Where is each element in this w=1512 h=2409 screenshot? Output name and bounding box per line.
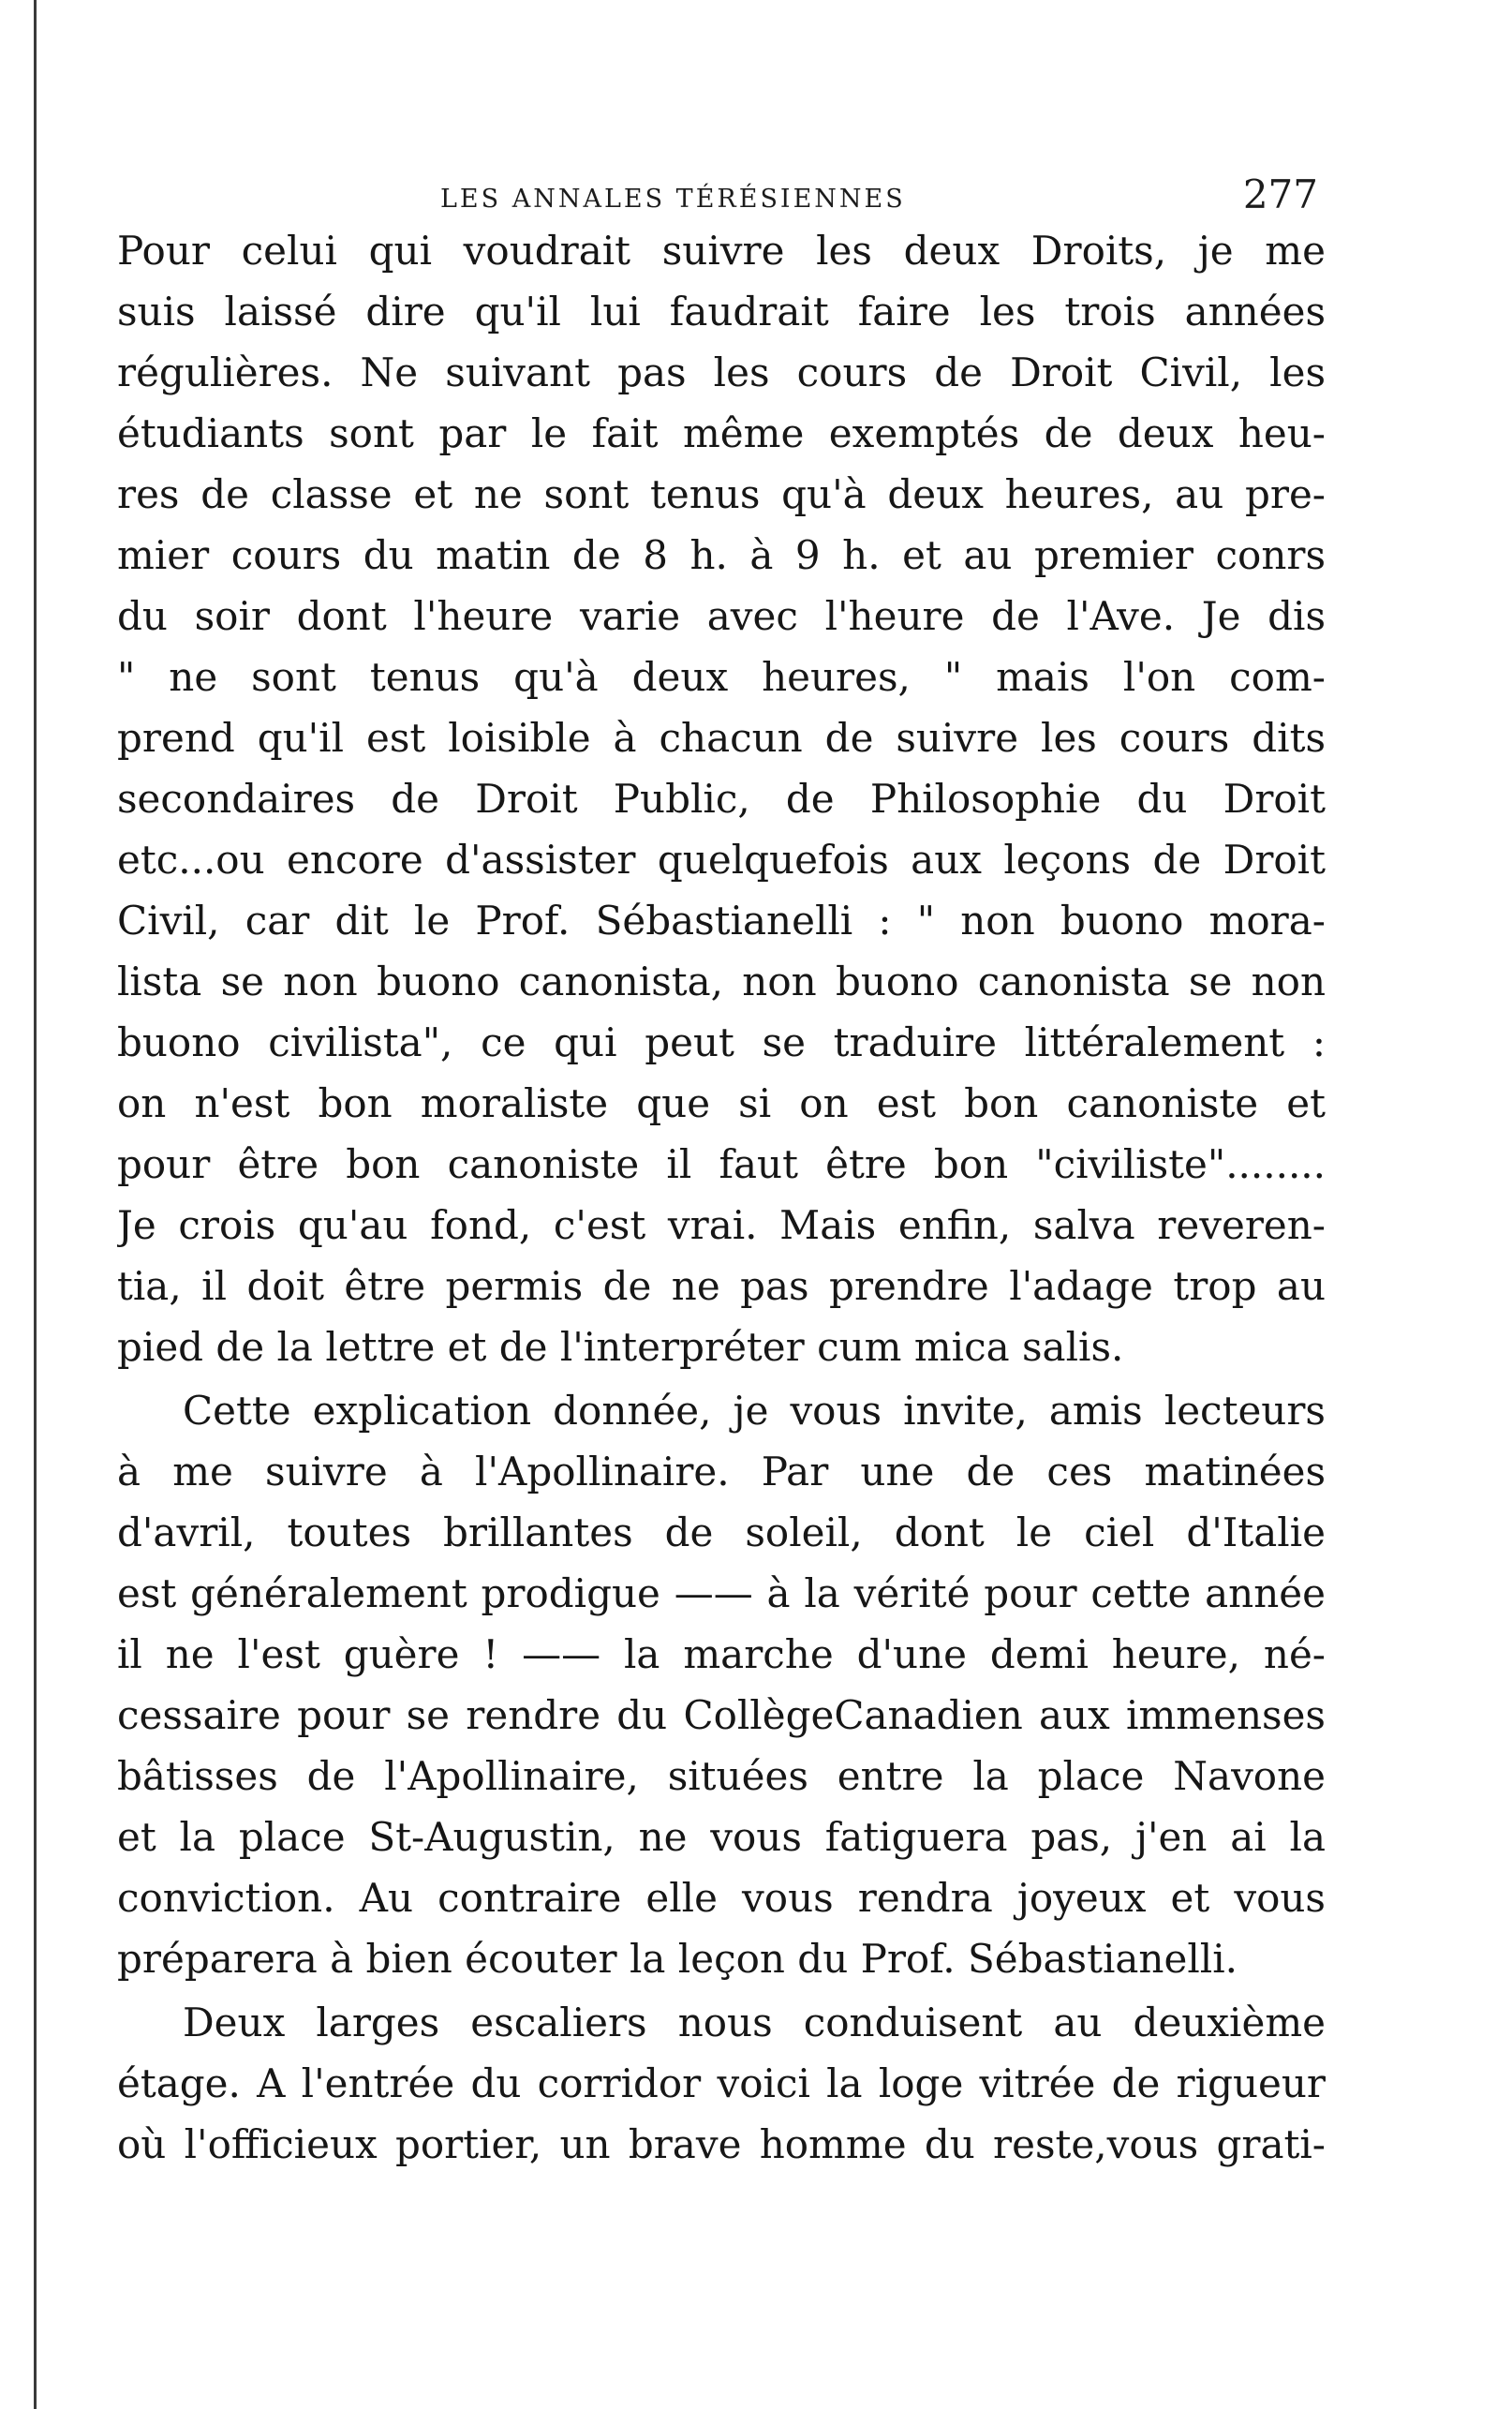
text-line: étudiants sont par le fait même exemptés de deux heu- (117, 410, 1326, 456)
text-line: Civil, car dit le Prof. Sébastianelli : " non buono mora- (117, 898, 1326, 944)
text-line: prend qu'il est loisible à chacun de suivre les cours dits (117, 715, 1326, 761)
text-line: suis laissé dire qu'il lui faudrait faire les trois années (117, 289, 1326, 335)
text-line: mier cours du matin de 8 h. à 9 h. et au premier conrs (117, 532, 1326, 578)
paragraph (117, 1992, 1326, 2175)
text-line: à me suivre à l'Apollinaire. Par une de ces matinées (117, 1449, 1326, 1494)
text-line: étage. A l'entrée du corridor voici la loge vitrée de rigueur (117, 2060, 1326, 2106)
text-line: Deux larges escaliers nous conduisent au deuxième (183, 2000, 1326, 2045)
text-line: Cette explication donnée, je vous invite, amis lecteurs (183, 1388, 1326, 1434)
page-margin-rule (34, 0, 37, 2409)
text-line: bâtisses de l'Apollinaire, situées entre la place Navone (117, 1753, 1326, 1799)
text-line: res de classe et ne sont tenus qu'à deux heures, au pre- (117, 471, 1326, 517)
paragraph (117, 1380, 1326, 1989)
text-line: Je crois qu'au fond, c'est vrai. Mais enfin, salva reveren- (117, 1202, 1326, 1248)
page-number: 277 (1242, 171, 1318, 217)
text-line: secondaires de Droit Public, de Philosophie du Droit (117, 776, 1326, 822)
text-line: Pour celui qui voudrait suivre les deux Droits, je me (117, 228, 1326, 274)
book-page (117, 155, 1326, 2175)
text-line: etc...ou encore d'assister quelquefois aux leçons de Droit (117, 837, 1326, 883)
text-line: pour être bon canoniste il faut être bon "civiliste"........ (117, 1141, 1326, 1187)
body-text (117, 220, 1326, 2175)
text-line: on n'est bon moraliste que si on est bon canoniste et (117, 1080, 1326, 1126)
text-line: il ne l'est guère ! —— la marche d'une demi heure, né- (117, 1631, 1326, 1677)
text-line: régulières. Ne suivant pas les cours de Droit Civil, les (117, 349, 1326, 395)
running-title: LES ANNALES TÉRÉSIENNES (440, 185, 906, 214)
text-line: d'avril, toutes brillantes de soleil, dont le ciel d'Italie (117, 1509, 1326, 1555)
text-line: tia, il doit être permis de ne pas prendre l'adage trop au (117, 1263, 1326, 1309)
text-line: conviction. Au contraire elle vous rendra joyeux et vous (117, 1875, 1326, 1921)
text-line: est généralement prodigue —— à la vérité pour cette année (117, 1570, 1326, 1616)
text-line: pied de la lettre et de l'interpréter cum mica salis. (117, 1324, 1124, 1370)
paragraph (117, 220, 1326, 1377)
text-line: buono civilista", ce qui peut se traduire littéralement : (117, 1019, 1326, 1065)
text-line: cessaire pour se rendre du CollègeCanadien aux immenses (117, 1692, 1326, 1738)
running-head (117, 155, 1326, 220)
text-line: et la place St-Augustin, ne vous fatiguera pas, j'en ai la (117, 1814, 1326, 1860)
text-line: " ne sont tenus qu'à deux heures, " mais l'on com- (117, 654, 1326, 700)
text-line: où l'officieux portier, un brave homme du reste,vous grati- (117, 2121, 1326, 2167)
text-line: lista se non buono canonista, non buono canonista se non (117, 959, 1326, 1004)
text-line: du soir dont l'heure varie avec l'heure de l'Ave. Je dis (117, 593, 1326, 639)
text-line: préparera à bien écouter la leçon du Prof. Sébastianelli. (117, 1936, 1238, 1982)
